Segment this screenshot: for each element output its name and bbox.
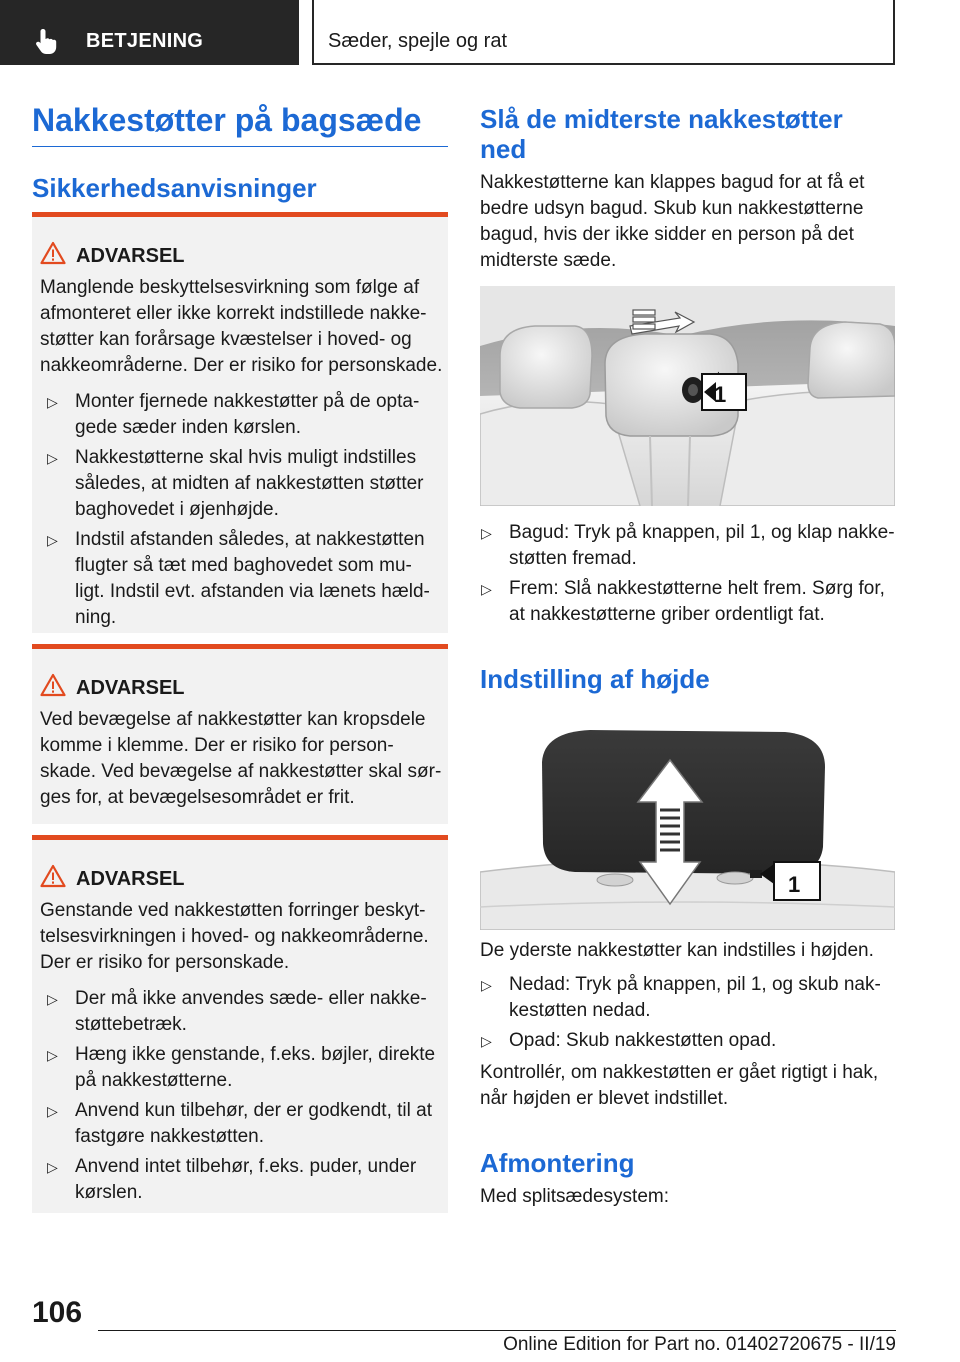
- height-outro: Kontrollér, om nakkestøtten er gået rigtigt i hak, når højden er blevet indstillet.: [480, 1062, 879, 1109]
- warning-text: Manglende beskyttelsesvirkning som følge af afmonteret eller ikke korrekt indstillede nakke- støtter kan forårsage kvæstelser i hoved- og nakkeområderne. Der er risiko for personskade.: [40, 277, 443, 376]
- safety-heading: Sikkerhedsanvisninger: [32, 173, 317, 203]
- list-item: ▷ Der må ikke anvendes sæde- eller nakke- støttebetræk.: [47, 988, 427, 1035]
- height-intro: De yderste nakkestøtter kan indstilles i højden.: [480, 940, 874, 961]
- warning-title: ADVARSEL: [76, 677, 185, 699]
- warning-text: Ved bevægelse af nakkestøtter kan kropsdele komme i klemme. Der er risiko for person- skade. Ved bevægelse af nakkestøtter skal sør- ges for, at bevægelsesområdet er frit.: [40, 709, 442, 808]
- header-section-tab: [0, 0, 299, 65]
- remove-text: Med splitsædesystem:: [480, 1186, 670, 1207]
- header-chapter-box: [312, 0, 895, 65]
- warning-box: [32, 835, 448, 1213]
- hand-pointer-icon: [32, 26, 62, 56]
- warning-triangle-icon: [40, 673, 66, 697]
- list-item: ▷ Monter fjernede nakkestøtter på de opta- gede sæder inden kørslen.: [47, 391, 420, 438]
- warning-title: ADVARSEL: [76, 868, 185, 890]
- headrest-height-figure: [480, 722, 895, 930]
- remove-heading: Afmontering: [480, 1148, 635, 1178]
- list-item: ▷ Indstil afstanden således, at nakkestøtten flugter så tæt med baghovedet som mu- ligt. Indstil evt. afstanden via lænets hæld- ning.: [47, 529, 430, 628]
- page-number: 106: [32, 1296, 83, 1329]
- triangle-right-icon: ▷: [481, 977, 492, 993]
- chapter-label: Sæder, spejle og rat: [328, 30, 507, 52]
- triangle-right-icon: ▷: [47, 450, 58, 466]
- list-item: ▷ Anvend kun tilbehør, der er godkendt, til at fastgøre nakkestøtten.: [47, 1100, 432, 1147]
- list-item: ▷ Anvend intet tilbehør, f.eks. puder, under kørslen.: [47, 1156, 417, 1203]
- triangle-right-icon: ▷: [47, 1159, 58, 1175]
- figure-label: 1: [714, 382, 727, 407]
- headrest-fold-figure: [480, 286, 895, 506]
- list-item: ▷ Nedad: Tryk på knappen, pil 1, og skub nak- kestøtten nedad.: [481, 974, 881, 1021]
- fold-heading: Slå de midterste nakkestøtter ned: [480, 104, 843, 164]
- warning-title: ADVARSEL: [76, 245, 185, 267]
- list-item: ▷ Bagud: Tryk på knappen, pil 1, og klap nakke- støtten fremad.: [481, 522, 895, 569]
- triangle-right-icon: ▷: [47, 532, 58, 548]
- height-heading: Indstilling af højde: [480, 664, 710, 694]
- triangle-right-icon: ▷: [481, 581, 492, 597]
- triangle-right-icon: ▷: [47, 991, 58, 1007]
- triangle-right-icon: ▷: [47, 394, 58, 410]
- triangle-right-icon: ▷: [47, 1103, 58, 1119]
- list-item: ▷ Frem: Slå nakkestøtterne helt frem. Sørg for, at nakkestøtterne griber ordentligt fat.: [481, 578, 885, 625]
- warning-triangle-icon: [40, 864, 66, 888]
- list-item: ▷ Nakkestøtterne skal hvis muligt indstilles således, at midten af nakkestøtten støtter baghovedet i øjenhøjde.: [47, 447, 424, 520]
- warning-box: [32, 644, 448, 824]
- footer-edition: Online Edition for Part no. 01402720675 - II/19: [503, 1334, 896, 1355]
- triangle-right-icon: ▷: [481, 1033, 492, 1049]
- fold-text: Nakkestøtterne kan klappes bagud for at få et bedre udsyn bagud. Skub kun nakkestøtterne bagud, hvis der ikke sidder en person på det midterste sæde.: [480, 172, 865, 271]
- triangle-right-icon: ▷: [481, 525, 492, 541]
- footer-divider: [98, 1330, 896, 1331]
- title-divider: [32, 146, 448, 147]
- warning-triangle-icon: [40, 241, 66, 265]
- warning-text: Genstande ved nakkestøtten forringer beskyt- telsesvirkningen i hoved- og nakkeområderne. Der er risiko for personskade.: [40, 900, 429, 973]
- section-label: BETJENING: [86, 30, 204, 52]
- list-item: ▷ Opad: Skub nakkestøtten opad.: [509, 1028, 776, 1054]
- list-item: ▷ Hæng ikke genstande, f.eks. bøjler, direkte på nakkestøtterne.: [47, 1044, 436, 1091]
- triangle-right-icon: ▷: [47, 1047, 58, 1063]
- page-title: Nakkestøtter på bagsæde: [32, 102, 422, 138]
- figure-label: 1: [788, 872, 801, 897]
- warning-box: [32, 212, 448, 633]
